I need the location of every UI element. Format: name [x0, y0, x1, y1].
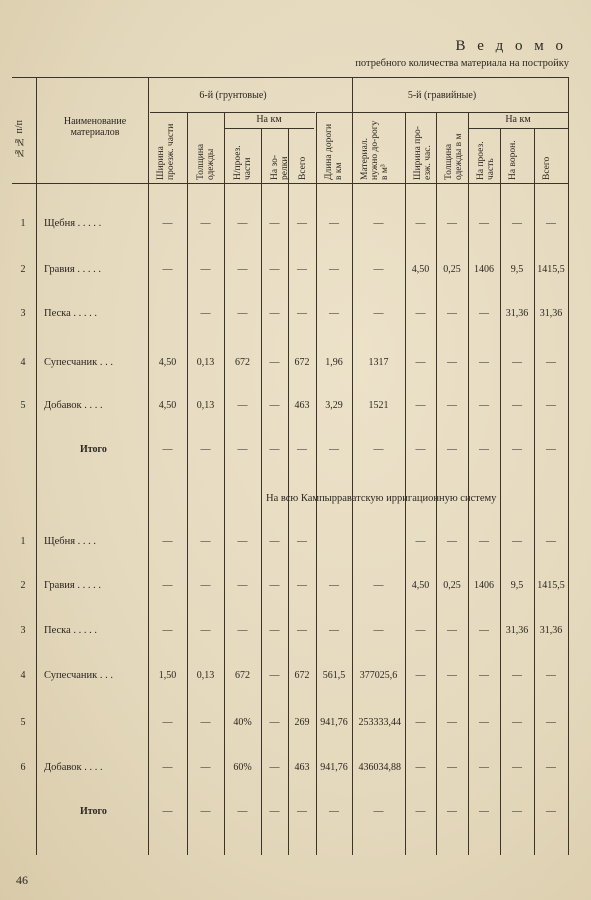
table-cell: —: [512, 670, 522, 681]
table-cell: —: [162, 762, 173, 773]
header-g2-col: Длина дороги в км: [324, 123, 344, 180]
table-cell: —: [162, 625, 173, 636]
row-number: 1: [20, 218, 26, 229]
table-cell: —: [297, 308, 307, 319]
table-cell: —: [546, 218, 556, 229]
table-cell: —: [447, 536, 457, 547]
table-cell: —: [415, 536, 426, 547]
table-cell: —: [269, 670, 280, 681]
table-cell: —: [546, 536, 556, 547]
header-group2: 5-й (гравийные): [407, 90, 477, 101]
table-cell: —: [415, 762, 426, 773]
table-cell: —: [297, 218, 307, 229]
table-cell: —: [512, 762, 522, 773]
table-cell: —: [200, 717, 211, 728]
table-cell: —: [237, 400, 248, 411]
table-cell: —: [162, 444, 173, 455]
table-cell: 463: [294, 762, 310, 773]
table-cell: —: [269, 400, 280, 411]
table-cell: —: [269, 580, 280, 591]
table-cell: 31,36: [505, 308, 529, 319]
header-g2-col: На ворон.: [508, 140, 518, 180]
group2-underline: [316, 112, 568, 113]
table-cell: —: [237, 536, 248, 547]
table-cell: 561,5: [322, 670, 346, 681]
table-cell: —: [373, 625, 384, 636]
table-cell: 1415,5: [537, 264, 565, 275]
table-cell: 436034,88: [358, 762, 401, 773]
table-cell: —: [546, 357, 556, 368]
table-cell: 1521: [368, 400, 389, 411]
group1-underline: [150, 112, 315, 113]
table-cell: —: [415, 444, 426, 455]
table-cell: —: [479, 717, 489, 728]
table-cell: —: [373, 580, 384, 591]
header-g2-col: Толщина одежды в м: [444, 133, 464, 180]
table-cell: —: [162, 218, 173, 229]
table-cell: —: [237, 444, 248, 455]
table-cell: —: [297, 536, 307, 547]
table-cell: 672: [294, 357, 310, 368]
table-cell: 672: [235, 357, 250, 368]
nakm1-underline: [224, 128, 314, 129]
table-cell: —: [546, 670, 556, 681]
table-cell: —: [297, 625, 307, 636]
table-cell: —: [415, 670, 426, 681]
table-cell: —: [269, 264, 280, 275]
row-number: 1: [20, 536, 26, 547]
table-cell: 4,50: [411, 580, 430, 591]
table-cell: 253333,44: [358, 717, 401, 728]
table-cell: —: [447, 357, 457, 368]
table-cell: —: [512, 536, 522, 547]
table-cell: 0,13: [196, 670, 215, 681]
table-cell: —: [269, 762, 280, 773]
table-cell: —: [162, 536, 173, 547]
table-cell: 40%: [233, 717, 252, 728]
header-nakm-2: На км: [505, 114, 531, 125]
table-cell: 3,29: [325, 400, 343, 411]
table-cell: 672: [294, 670, 310, 681]
row-material-name: Песка . . . . .: [44, 308, 98, 319]
header-g1-col: Всего: [298, 156, 308, 180]
header-g1-col: Ширина проезж. части: [156, 123, 176, 180]
header-g2-col: Всего: [542, 156, 552, 180]
row-number: 5: [20, 400, 26, 411]
col-rule: [288, 128, 289, 855]
table-cell: —: [329, 218, 339, 229]
col-rule: [534, 128, 535, 855]
row-number: 2: [20, 580, 26, 591]
table-cell: —: [200, 806, 211, 817]
table-cell: —: [200, 536, 211, 547]
table-cell: —: [479, 400, 489, 411]
table-cell: —: [479, 670, 489, 681]
document-title: В е д о м о: [455, 38, 567, 54]
table-cell: —: [479, 218, 489, 229]
table-cell: —: [297, 806, 307, 817]
table-cell: 0,13: [196, 400, 215, 411]
nakm2-underline: [468, 128, 568, 129]
table-cell: —: [512, 444, 522, 455]
table-cell: —: [546, 762, 556, 773]
table-cell: —: [546, 444, 556, 455]
table-cell: —: [297, 444, 307, 455]
table-cell: 31,36: [539, 308, 563, 319]
section2-title: На всю Кампырраватскую ирригационную систему: [266, 493, 497, 504]
row-material-name: Добавок . . . .: [44, 762, 103, 773]
row-number: 4: [20, 357, 26, 368]
row-number: 5: [20, 717, 26, 728]
table-cell: —: [479, 806, 489, 817]
col-rule: [261, 128, 262, 855]
document-subtitle: потребного количества материала на постройку: [355, 58, 569, 69]
table-cell: —: [269, 357, 280, 368]
table-cell: —: [297, 264, 307, 275]
header-g1-col: Н/проез. части: [233, 145, 253, 180]
table-cell: —: [269, 625, 280, 636]
table-cell: 4,50: [411, 264, 430, 275]
row-material-name: Щебня . . . .: [44, 536, 97, 547]
table-cell: 1406: [474, 264, 494, 275]
table-cell: 941,76: [320, 717, 348, 728]
page-number: 46: [16, 873, 28, 887]
table-cell: —: [415, 400, 426, 411]
table-cell: —: [479, 357, 489, 368]
header-g2-col: Ширина про-езж. час.: [413, 126, 433, 180]
table-cell: —: [200, 580, 211, 591]
table-cell: 4,50: [158, 357, 177, 368]
table-cell: —: [269, 218, 280, 229]
table-cell: —: [269, 308, 280, 319]
table-cell: —: [447, 762, 457, 773]
header-group1: 6-й (грунтовые): [199, 90, 267, 101]
table-cell: —: [329, 806, 339, 817]
table-cell: —: [373, 264, 384, 275]
row-number: 6: [20, 762, 26, 773]
table-cell: 1406: [474, 580, 494, 591]
header-nakm-1: На км: [256, 114, 282, 125]
table-cell: —: [269, 536, 280, 547]
table-cell: 31,36: [539, 625, 563, 636]
row-material-name: Песка . . . . .: [44, 625, 98, 636]
table-cell: —: [237, 806, 248, 817]
table-cell: —: [373, 308, 384, 319]
row-material-name: Щебня . . . . .: [44, 218, 102, 229]
table-cell: 1317: [368, 357, 389, 368]
table-cell: 1,96: [325, 357, 343, 368]
table-cell: —: [200, 218, 211, 229]
table-cell: —: [329, 264, 339, 275]
table-cell: —: [415, 218, 426, 229]
table-cell: 1415,5: [537, 580, 565, 591]
col-rule: [352, 77, 353, 855]
table-cell: 4,50: [158, 400, 177, 411]
header-name-col: Наименование материалов: [63, 116, 127, 138]
table-cell: —: [200, 762, 211, 773]
table-cell: —: [415, 717, 426, 728]
row-material-name: Супесчаник . . .: [44, 670, 114, 681]
table-cell: —: [237, 580, 248, 591]
table-cell: —: [162, 264, 173, 275]
table-cell: —: [162, 717, 173, 728]
header-g1-col: На зо-релки: [270, 154, 290, 180]
table-cell: 1,50: [158, 670, 177, 681]
table-cell: 941,76: [320, 762, 348, 773]
row-number: 2: [20, 264, 26, 275]
table-cell: 9,5: [510, 580, 524, 591]
row-number: 3: [20, 308, 26, 319]
table-cell: —: [237, 218, 248, 229]
table-cell: —: [269, 444, 280, 455]
table-cell: —: [329, 444, 339, 455]
header-bottom-rule: [12, 183, 568, 184]
table-cell: 269: [294, 717, 310, 728]
table-cell: —: [479, 444, 489, 455]
table-cell: —: [373, 806, 384, 817]
col-rule: [568, 77, 569, 855]
table-cell: —: [415, 806, 426, 817]
table-cell: —: [546, 806, 556, 817]
table-cell: —: [546, 400, 556, 411]
table-cell: —: [479, 536, 489, 547]
table-cell: —: [297, 580, 307, 591]
header-g1-col: Толщина одежды: [196, 143, 216, 180]
table-cell: —: [447, 806, 457, 817]
table-cell: 31,36: [505, 625, 529, 636]
table-cell: —: [200, 625, 211, 636]
table-cell: —: [415, 357, 426, 368]
col-rule: [500, 128, 501, 855]
row-material-name: Гравия . . . . .: [44, 580, 101, 591]
table-cell: —: [237, 308, 248, 319]
col-rule-num: [36, 77, 37, 855]
table-cell: 0,25: [443, 264, 461, 275]
table-cell: —: [447, 717, 457, 728]
table-cell: —: [512, 357, 522, 368]
header-num-col: №№ п/п: [14, 120, 25, 158]
table-cell: —: [237, 625, 248, 636]
table-cell: —: [162, 580, 173, 591]
table-cell: —: [479, 308, 489, 319]
table-top-rule: [12, 77, 568, 78]
table-cell: —: [415, 308, 426, 319]
row-material-name: Супесчаник . . .: [44, 357, 114, 368]
table-cell: 463: [294, 400, 310, 411]
table-cell: —: [447, 400, 457, 411]
table-cell: 60%: [233, 762, 252, 773]
table-cell: —: [269, 717, 280, 728]
table-cell: —: [447, 308, 457, 319]
table-cell: —: [329, 580, 339, 591]
table-cell: —: [269, 806, 280, 817]
table-cell: —: [512, 400, 522, 411]
table-cell: —: [447, 444, 457, 455]
table-cell: —: [546, 717, 556, 728]
col-rule: [148, 77, 149, 855]
table-cell: —: [479, 762, 489, 773]
table-cell: —: [373, 218, 384, 229]
total-row-label: Итого: [80, 444, 107, 455]
row-material-name: Гравия . . . . .: [44, 264, 101, 275]
table-cell: 672: [235, 670, 250, 681]
table-cell: 0,13: [196, 357, 215, 368]
table-cell: —: [200, 264, 211, 275]
table-cell: —: [512, 218, 522, 229]
row-material-name: Добавок . . . .: [44, 400, 103, 411]
table-cell: —: [200, 444, 211, 455]
table-cell: —: [447, 218, 457, 229]
table-cell: 377025,6: [359, 670, 398, 681]
header-g2-col: На проез. часть: [476, 141, 496, 180]
table-cell: —: [329, 625, 339, 636]
table-cell: —: [415, 625, 426, 636]
table-cell: —: [512, 717, 522, 728]
table-cell: —: [237, 264, 248, 275]
table-cell: 9,5: [510, 264, 524, 275]
table-cell: —: [447, 670, 457, 681]
table-cell: —: [162, 806, 173, 817]
table-cell: —: [200, 308, 211, 319]
total-row-label: Итого: [80, 806, 107, 817]
table-cell: —: [479, 625, 489, 636]
table-cell: 0,25: [443, 580, 461, 591]
row-number: 3: [20, 625, 26, 636]
row-number: 4: [20, 670, 26, 681]
table-cell: —: [329, 308, 339, 319]
table-cell: —: [373, 444, 384, 455]
table-cell: —: [512, 806, 522, 817]
header-g2-col: Материал. нужно до-рогу в м³: [360, 120, 390, 180]
table-cell: —: [447, 625, 457, 636]
